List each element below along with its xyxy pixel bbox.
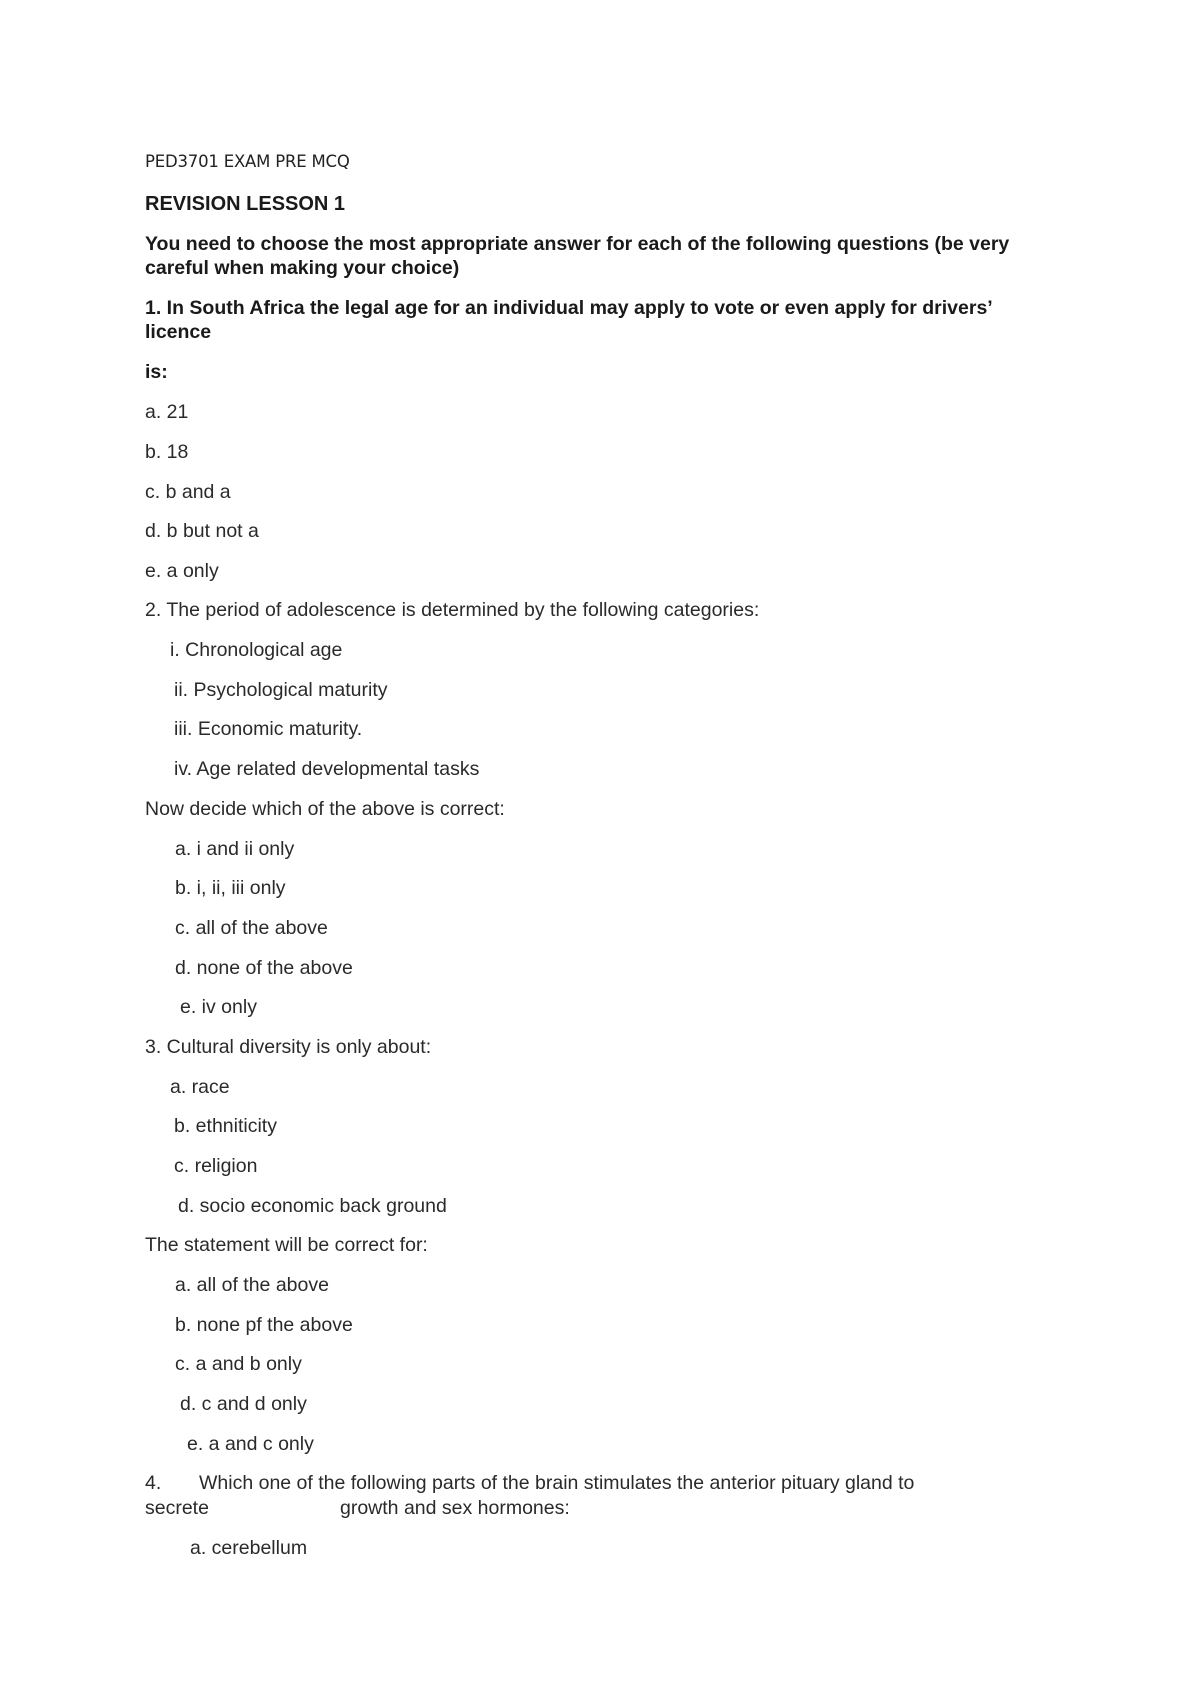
question-4-option: a. cerebellum (190, 1537, 308, 1559)
question-3-option: e. a and c only (187, 1433, 314, 1455)
question-2-prompt: 2. The period of adolescence is determined by the following categories: (145, 599, 760, 621)
question-1-option: d. b but not a (145, 520, 259, 542)
question-3-option: a. all of the above (175, 1274, 329, 1296)
question-1-option: a. 21 (145, 401, 189, 423)
question-2-item: iv. Age related developmental tasks (174, 758, 480, 780)
question-2-item: iii. Economic maturity. (174, 718, 363, 740)
question-4-number: 4. (145, 1472, 162, 1494)
question-3-option: c. a and b only (175, 1353, 302, 1375)
question-3-item: c. religion (174, 1155, 258, 1177)
question-1-option: c. b and a (145, 481, 231, 503)
question-2-instruction: Now decide which of the above is correct: (145, 798, 505, 820)
question-3-option: d. c and d only (180, 1393, 307, 1415)
question-3-instruction: The statement will be correct for: (145, 1234, 428, 1256)
question-2-option: a. i and ii only (175, 838, 295, 860)
question-2-option: b. i, ii, iii only (175, 877, 286, 899)
question-2-option: c. all of the above (175, 917, 328, 939)
question-3-prompt: 3. Cultural diversity is only about: (145, 1036, 432, 1058)
question-4-prompt-continued: growth and sex hormones: (340, 1497, 570, 1519)
question-4-prompt-continued: secrete (145, 1497, 209, 1519)
question-3-item: a. race (170, 1076, 230, 1098)
question-2-option: e. iv only (180, 996, 257, 1018)
instructions: You need to choose the most appropriate answer for each of the following questions (be very careful when making your choice) (145, 233, 1010, 279)
page-title: REVISION LESSON 1 (145, 193, 346, 215)
question-2-item: ii. Psychological maturity (174, 679, 388, 701)
question-4-prompt: Which one of the following parts of the brain stimulates the anterior pituary gland to (199, 1472, 915, 1494)
question-1-prompt: 1. In South Africa the legal age for an individual may apply to vote or even apply for drivers’ licence (145, 297, 992, 343)
question-3-item: d. socio economic back ground (178, 1195, 447, 1217)
document-header: PED3701 EXAM PRE MCQ (145, 152, 350, 171)
question-1-option: e. a only (145, 560, 219, 582)
question-2-item: i. Chronological age (170, 639, 343, 661)
question-2-option: d. none of the above (175, 957, 353, 979)
question-3-option: b. none pf the above (175, 1314, 353, 1336)
question-3-item: b. ethniticity (174, 1115, 277, 1137)
question-1-prompt-continued: is: (145, 361, 168, 383)
question-1-option: b. 18 (145, 441, 189, 463)
